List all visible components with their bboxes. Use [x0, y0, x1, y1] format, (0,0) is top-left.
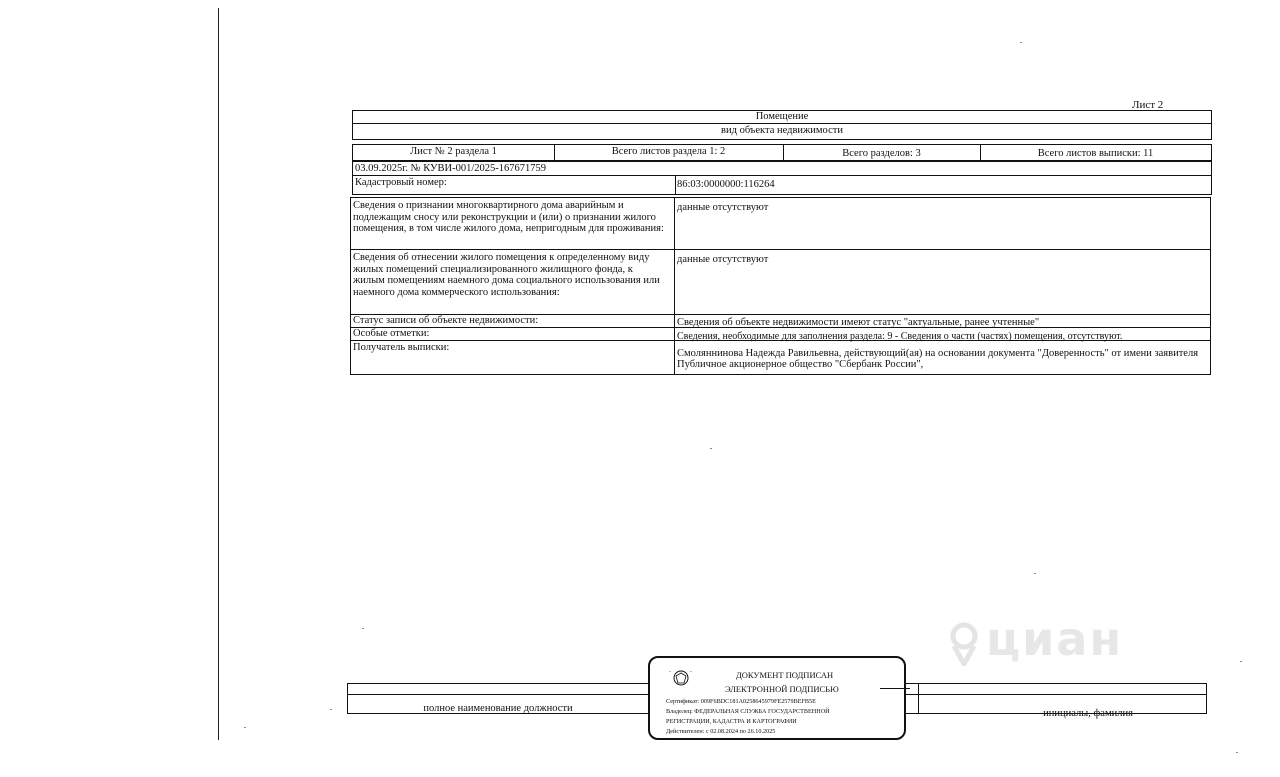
doc-reference: 03.09.2025г. № КУВИ-001/2025-167671759: [355, 163, 546, 174]
stamp-title-1: ДОКУМЕНТ ПОДПИСАН: [736, 670, 834, 680]
svg-text:-: -: [669, 669, 671, 675]
stamp-certificate: Сертификат: 009F6BDC181A0258645979FE2579BEFB5E: [666, 698, 816, 705]
row-notes-value: Сведения, необходимые для заполнения раздела: 9 - Сведения о части (частях) помещения, отсутствуют.: [677, 331, 1123, 342]
scan-speck: [244, 727, 246, 728]
object-kind-caption: вид объекта недвижимости: [721, 125, 843, 136]
scan-speck: [1020, 42, 1022, 43]
cadastral-label: Кадастровый номер:: [355, 177, 447, 188]
left-margin-line: [218, 8, 219, 740]
sheet-info-row: [352, 144, 1212, 161]
svg-text:-: -: [690, 669, 692, 675]
stamp-owner-1: Владелец: ФЕДЕРАЛЬНАЯ СЛУЖБА ГОСУДАРСТВЕННОЙ: [666, 708, 830, 715]
total-sheets-extract: Всего листов выписки: 11: [1037, 148, 1154, 159]
row-emergency-label: Сведения о признании многоквартирного дома аварийным и подлежащим сносу или реконструкции и (или) о признании жилого помещения, в том числе жилого дома, непригодным для проживания:: [353, 200, 664, 234]
sheet-section: Лист № 2 раздела 1: [410, 146, 497, 157]
sheet-number: Лист 2: [1132, 99, 1164, 111]
scan-speck: [362, 628, 364, 629]
stamp-owner-2: РЕГИСТРАЦИИ, КАДАСТРА И КАРТОГРАФИИ: [666, 718, 797, 725]
position-caption: полное наименование должности: [423, 703, 573, 714]
signature-line: [880, 688, 910, 689]
watermark-text: циан: [986, 612, 1124, 666]
scan-speck: [1240, 661, 1242, 662]
stamp-valid: Действителен: с 02.08.2024 по 26.10.2025: [666, 728, 776, 735]
doc-ref-block: [352, 161, 1212, 195]
e-signature-stamp: [648, 656, 906, 740]
row-status-label: Статус записи об объекте недвижимости:: [353, 315, 539, 326]
row-notes-label: Особые отметки:: [353, 328, 430, 339]
cadastral-value: 86:03:0000000:116264: [677, 179, 775, 190]
details-table: [350, 197, 1211, 375]
scan-speck: [1034, 573, 1036, 574]
name-caption: инициалы, фамилия: [1043, 708, 1133, 719]
pin-icon: [944, 620, 984, 666]
scan-speck: [1236, 752, 1238, 753]
emblem-icon: [666, 662, 696, 696]
row-recipient-value: Смоляннинова Надежда Равильевна, действующий(ая) на основании документа "Доверенность" от имени заявителя Публичное акционерное общество "Сбербанк России",: [677, 348, 1199, 370]
stamp-title-2: ЭЛЕКТРОННОЙ ПОДПИСЬЮ: [725, 684, 839, 694]
object-kind: Помещение: [755, 111, 809, 122]
scan-speck: [710, 448, 712, 449]
object-kind-box: [352, 110, 1212, 140]
watermark-logo: [944, 612, 1123, 666]
row-specialized-value: данные отсутствуют: [677, 254, 769, 265]
scan-speck: [330, 709, 332, 710]
total-sheets-section: Всего листов раздела 1: 2: [611, 146, 726, 157]
row-specialized-label: Сведения об отнесении жилого помещения к определенному виду жилых помещений специализированного жилищного фонда, к жилым помещениям наемного дома социального использования или наемного дома коммерческого использования:: [353, 252, 660, 298]
row-emergency-value: данные отсутствуют: [677, 202, 769, 213]
row-status-value: Сведения об объекте недвижимости имеют статус "актуальные, ранее учтенные": [677, 317, 1040, 328]
row-recipient-label: Получатель выписки:: [353, 342, 450, 353]
total-sections: Всего разделов: 3: [842, 148, 921, 159]
